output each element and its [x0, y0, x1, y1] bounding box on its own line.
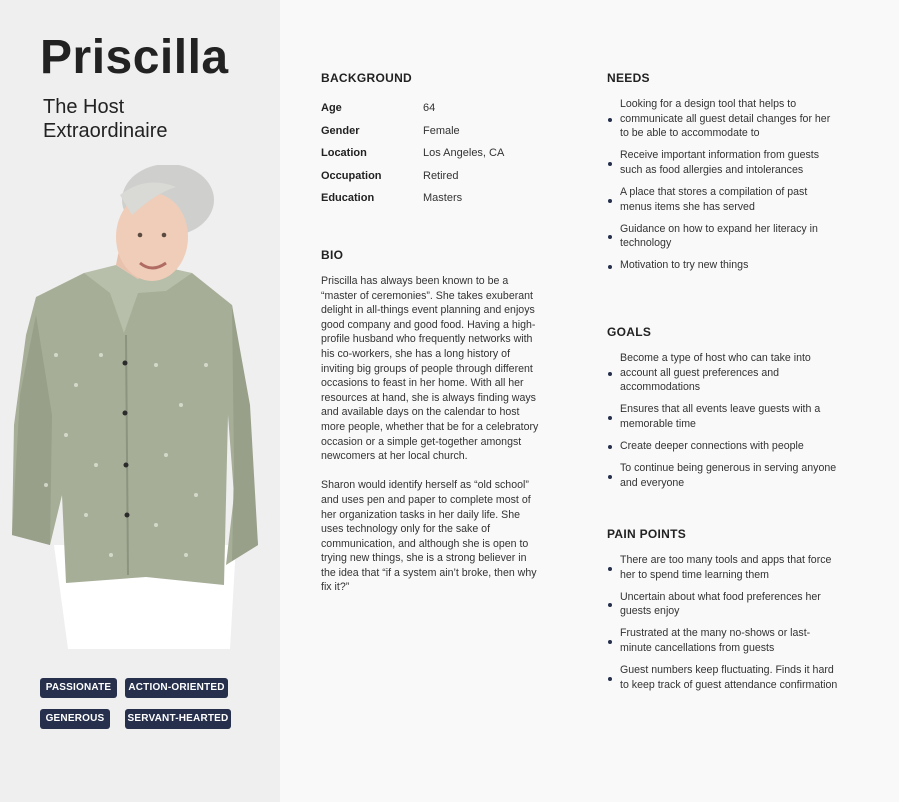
goals-heading: GOALS: [607, 325, 652, 339]
background-row-age: [321, 97, 581, 120]
list-item-text: Looking for a design tool that helps to communicate all guest detail changes for her to be able to accommodate to: [620, 98, 831, 140]
list-item: [607, 626, 839, 655]
tag-servant-hearted: SERVANT-HEARTED: [125, 709, 231, 729]
list-item: [607, 402, 839, 431]
list-item: [607, 148, 839, 177]
background-row-education: [321, 187, 581, 210]
needs-list: [607, 97, 839, 280]
bullet-icon: [608, 445, 612, 449]
background-label: Age: [321, 102, 342, 115]
list-item: [607, 439, 839, 454]
bullet-icon: [608, 640, 612, 644]
tag-passionate: PASSIONATE: [40, 678, 117, 698]
list-item: [607, 258, 839, 273]
persona-subtitle: The Host Extraordinaire: [43, 96, 168, 142]
list-item: [607, 590, 839, 619]
tag-action-oriented: ACTION-ORIENTED: [125, 678, 228, 698]
pain-points-list: [607, 553, 839, 700]
pain-points-heading: PAIN POINTS: [607, 527, 687, 541]
background-value: 64: [423, 102, 436, 115]
list-item-text: A place that stores a compilation of past menus items she has served: [620, 185, 808, 213]
list-item-text: There are too many tools and apps that force her to spend time learning them: [620, 554, 832, 581]
goals-list: [607, 351, 839, 498]
bio-paragraph: Sharon would identify herself as “old school” and uses pen and paper to complete most of her organization tasks in her daily life. She uses technology only for the sake of communication, and although she is open to trying new things, she is a strong believer in the idea that “if a system ain’t broke, then why fix it?”: [321, 479, 537, 594]
background-row-gender: [321, 120, 581, 143]
bio-paragraph: Priscilla has always been known to be a “master of ceremonies”. She takes exuberant delight in all-things event planning and enjoys good company and good food. Having a high-profile husband who frequently networks with his co-workers, she has a long history of inviting big groups of people through different occasions to feast in her home. With all her resources at hand, she is always finding ways and available days on the calendar to host more people, whether that be for a celebratory occasion or a simple get-together amongst newcomers at her local church.: [321, 275, 539, 463]
list-item-text: Become a type of host who can take into account all guest preferences and accommodations: [620, 352, 811, 394]
tag-generous: GENEROUS: [40, 709, 110, 729]
background-value: Female: [423, 124, 460, 137]
list-item-text: Ensures that all events leave guests with a memorable time: [620, 403, 821, 430]
bio-text: [321, 274, 543, 610]
bullet-icon: [608, 372, 612, 376]
background-label: Gender: [321, 124, 360, 137]
persona-sidebar: [0, 0, 280, 802]
list-item-text: Uncertain about what food preferences her guests enjoy: [620, 590, 821, 618]
background-label: Education: [321, 192, 375, 205]
background-row-occupation: [321, 165, 581, 188]
persona-name: Priscilla: [40, 31, 229, 84]
background-value: Los Angeles, CA: [423, 147, 505, 160]
bullet-icon: [608, 235, 612, 239]
needs-heading: NEEDS: [607, 71, 650, 85]
list-item-text: Motivation to try new things: [620, 259, 749, 272]
list-item-text: Frustrated at the many no-shows or last-minute cancellations from guests: [620, 627, 811, 654]
bullet-icon: [608, 567, 612, 571]
background-table: [321, 97, 581, 210]
bullet-icon: [608, 603, 612, 607]
background-label: Occupation: [321, 169, 382, 182]
list-item: [607, 97, 839, 141]
list-item-text: To continue being generous in serving anyone and everyone: [620, 462, 837, 489]
background-label: Location: [321, 147, 367, 160]
bullet-icon: [608, 118, 612, 122]
list-item-text: Create deeper connections with people: [620, 439, 804, 452]
background-row-location: [321, 142, 581, 165]
bullet-icon: [608, 416, 612, 420]
list-item: [607, 461, 839, 490]
bullet-icon: [608, 162, 612, 166]
background-value: Masters: [423, 192, 463, 205]
list-item-text: Receive important information from guests such as food allergies and intolerances: [620, 149, 820, 176]
list-item-text: Guest numbers keep fluctuating. Finds it hard to keep track of guest attendance confirmation: [620, 664, 838, 691]
background-value: Retired: [423, 169, 459, 182]
bullet-icon: [608, 265, 612, 269]
list-item: [607, 553, 839, 582]
persona-photo: [6, 165, 260, 649]
list-item-text: Guidance on how to expand her literacy in technology: [620, 222, 818, 250]
bullet-icon: [608, 475, 612, 479]
list-item: [607, 222, 839, 251]
list-item: [607, 351, 839, 395]
background-heading: BACKGROUND: [321, 71, 412, 85]
bio-heading: BIO: [321, 248, 344, 262]
list-item: [607, 185, 839, 214]
list-item: [607, 663, 839, 692]
bullet-icon: [608, 199, 612, 203]
bullet-icon: [608, 677, 612, 681]
